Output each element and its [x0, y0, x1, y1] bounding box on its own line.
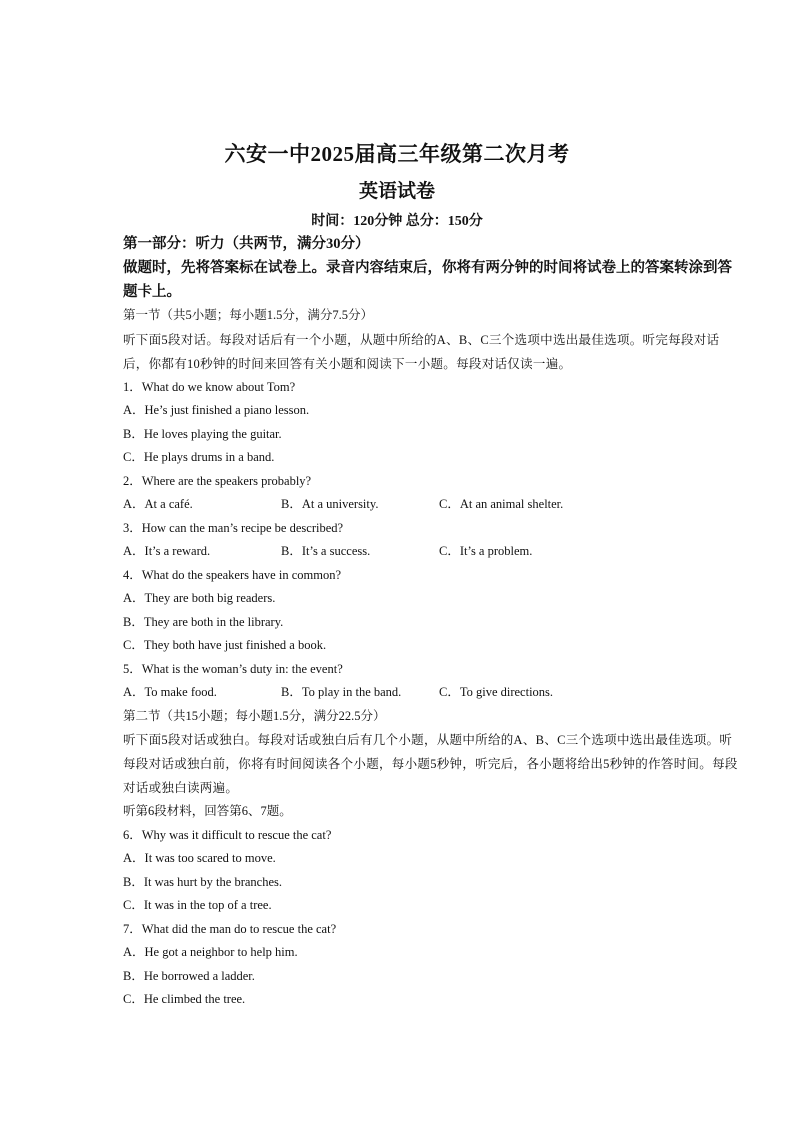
- question-6-option-c: C．It was in the top of a tree.: [123, 898, 272, 912]
- question-6-stem: 6．Why was it difficult to rescue the cat?: [123, 827, 332, 842]
- question-1-option-b: B．He loves playing the guitar.: [123, 426, 282, 441]
- question-7-option-c: C．He climbed the tree.: [123, 992, 246, 1006]
- question-5-option-c: C．To give directions.: [439, 685, 554, 699]
- section2-instruction: 听下面5段对话或独白。每段对话或独白后有几个小题，从题中所给的A、B、C三个选项中选出最佳选项。听每段对话或独白前，你将有时间阅读各个小题，每小题5秒钟，听完后，各小题将给出5秒钟的作答时间。每段对话或独白读两遍。: [123, 733, 738, 795]
- question-2-option-c: C．At an animal shelter.: [439, 497, 564, 511]
- part1-instruction: 做题时，先将答案标在试卷上。录音内容结束后，你将有两分钟的时间将试卷上的答案转涂到答题卡上。: [123, 260, 732, 300]
- material-6-note: 听第6段材料，回答第6、7题。: [123, 804, 292, 818]
- question-6-option-a: A．It was too scared to move.: [123, 851, 276, 865]
- exam-title: 六安一中2025届高三年级第二次月考: [224, 142, 570, 166]
- exam-time-info: 时间：120分钟 总分：150分: [311, 214, 483, 229]
- question-2-option-a: A．At a café.: [123, 497, 193, 511]
- question-4-stem: 4．What do the speakers have in common?: [123, 567, 341, 582]
- question-3-option-b: B．It’s a success.: [281, 544, 371, 558]
- question-2-options: [123, 493, 743, 517]
- section1-instruction: 听下面5段对话。每段对话后有一个小题，从题中所给的A、B、C三个选项中选出最佳选项。听完每段对话后，你都有10秒钟的时间来回答有关小题和阅读下一小题。每段对话仅读一遍。: [123, 332, 720, 371]
- question-3-option-c: C．It’s a problem.: [439, 544, 533, 558]
- section1-heading: 第一节（共5小题；每小题1.5分，满分7.5分）: [123, 308, 374, 322]
- part1-heading: 第一部分：听力（共两节，满分30分）: [123, 236, 370, 252]
- question-4-option-b: B．They are both in the library.: [123, 614, 284, 629]
- exam-content: [123, 232, 743, 1012]
- question-4-option-a: A．They are both big readers.: [123, 591, 276, 605]
- question-5-stem: 5．What is the woman’s duty in: the event?: [123, 661, 343, 676]
- question-3-option-a: A．It’s a reward.: [123, 544, 211, 558]
- question-1-option-a: A．He’s just finished a piano lesson.: [123, 403, 310, 417]
- question-1-option-c: C．He plays drums in a band.: [123, 450, 275, 464]
- question-2-stem: 2．Where are the speakers probably?: [123, 473, 312, 488]
- question-4-option-c: C．They both have just finished a book.: [123, 638, 327, 652]
- question-5-option-a: A．To make food.: [123, 685, 217, 699]
- question-7-stem: 7．What did the man do to rescue the cat?: [123, 921, 337, 936]
- question-5-option-b: B．To play in the band.: [281, 685, 402, 699]
- question-5-options: [123, 681, 743, 705]
- question-3-options: [123, 540, 743, 564]
- question-7-option-a: A．He got a neighbor to help him.: [123, 945, 298, 959]
- question-6-option-b: B．It was hurt by the branches.: [123, 874, 282, 889]
- question-2-option-b: B．At a university.: [281, 497, 379, 511]
- section2-heading: 第二节（共15小题；每小题1.5分，满分22.5分）: [123, 708, 386, 723]
- exam-subtitle: 英语试卷: [358, 181, 435, 202]
- question-7-option-b: B．He borrowed a ladder.: [123, 968, 255, 983]
- question-1-stem: 1．What do we know about Tom?: [123, 379, 296, 394]
- question-3-stem: 3．How can the man’s recipe be described?: [123, 520, 344, 535]
